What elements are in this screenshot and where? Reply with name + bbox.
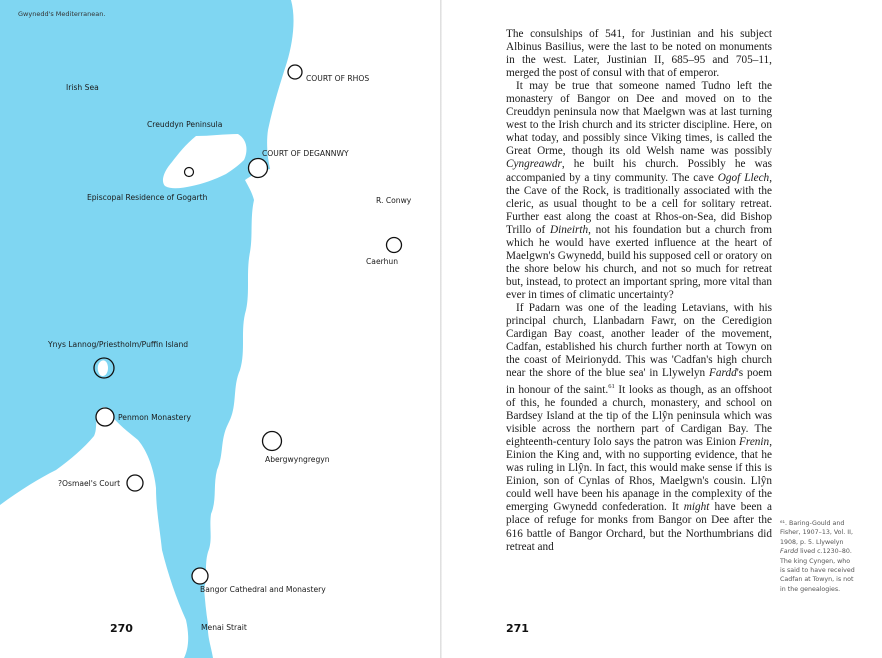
label-irish-sea: Irish Sea: [66, 83, 99, 92]
label-r-conwy: R. Conwy: [376, 196, 412, 205]
page-number-left: 270: [110, 622, 133, 635]
label-ynys-lannog: Ynys Lannog/Priestholm/Puffin Island: [48, 340, 189, 349]
label-menai-strait: Menai Strait: [201, 623, 247, 632]
penmon-marker: [96, 408, 114, 426]
gogarth-marker: [185, 168, 194, 177]
label-osmaels-court: ?Osmael's Court: [58, 479, 121, 488]
court-of-degannwy-marker: [249, 159, 268, 178]
footnote: ⁶¹. Baring-Gould and Fisher, 1907–13, Vol. II, 1908, p. 5. Llywelyn Fardd lived c.1230–80. The king Cyngen, who is said to have received Cadfan at Towyn, is not in the genealogies.: [780, 520, 855, 593]
paragraph-2: It may be true that someone named Tudno left the monastery of Bangor on Dee and moved on to the Creuddyn peninsula now that Maelgwn was at last turning west to the Irish church and its stricter discipline. Here, on what today, and possibly since Viking times, is called the Great Orme, though its old Welsh name was possibly Cyngreawdr, he built his church. Possibly he was accompanied by a tiny community. The cave Ogof Llech, the Cave of the Rock, is traditionally associated with the cleric, as usual thought to be a cell for solitary retreat. Further east along the coast at Rhos-on-Sea, did Bishop Trillo of Dineirth, not his foundation but a church from which he would have exerted influence at the heart of Maelgwn's Gwynedd, build his supposed cell or oratory on the shore below his church, and not so much for retreat but, instead, to protect an important spring, more vital than ever in times of climatic uncertainty?: [506, 80, 772, 301]
label-creuddyn-peninsula: Creuddyn Peninsula: [147, 120, 223, 129]
page-number-right: 271: [506, 622, 529, 635]
label-court-of-degannwy: COURT OF DEGANNWY: [262, 149, 349, 158]
footnote-ref: 61: [608, 383, 615, 391]
caerhun-marker: [387, 238, 402, 253]
label-court-of-rhos: COURT OF RHOS: [306, 74, 370, 83]
body-text: [506, 28, 772, 554]
label-bangor: Bangor Cathedral and Monastery: [200, 585, 326, 594]
osmael-marker: [127, 475, 143, 491]
label-gogarth: Episcopal Residence of Gogarth: [87, 193, 208, 202]
bangor-marker: [192, 568, 208, 584]
label-abergwyngregyn: Abergwyngregyn: [265, 455, 330, 464]
label-caerhun: Caerhun: [366, 257, 399, 266]
abergwyngregyn-marker: [263, 432, 282, 451]
paragraph-1: The consulships of 541, for Justinian and his subject Albinus Basilius, were the last to be noted on monuments in the west. Later, Justinian II, 685–95 and 705–11, merged the post of consul with that of emperor.: [506, 28, 772, 80]
court-of-rhos-marker: [288, 65, 302, 79]
label-penmon-monastery: Penmon Monastery: [118, 413, 191, 422]
map-caption: Gwynedd's Mediterranean.: [18, 10, 106, 18]
paragraph-3: If Padarn was one of the leading Letavians, with his principal church, Llanbadarn Fawr, on the Ceredigion Cardigan Bay coast, another leader of the movement, Cadfan, established his church further north at Towyn on the coast of Meirionydd. This was 'Cadfan's high church near the shore of the blue sea' in Llywelyn Fardd's poem in honour of the saint.$^{61}$ It looks as though, as an offshoot of this, he founded a church, monastery, and school on Bardsey Island at the tip of the Llŷn peninsula which was visible across the northern part of Cardigan Bay. The eighteenth-century Iolo says the patron was Einion Frenin, Einion the King and, with no supporting evidence, that he was ruling in Llŷn. In fact, this would make sense if this is Einion, son of Cynlas of Rhos, Maelgwn's cousin. Llŷn could well have been his apanage in the complexity of the emerging Gwynedd confederation. It might have been a place of refuge for monks from Bangor on Dee after the 616 battle of Bangor Orchard, but the Northumbrians did retreat and: [506, 301, 772, 553]
